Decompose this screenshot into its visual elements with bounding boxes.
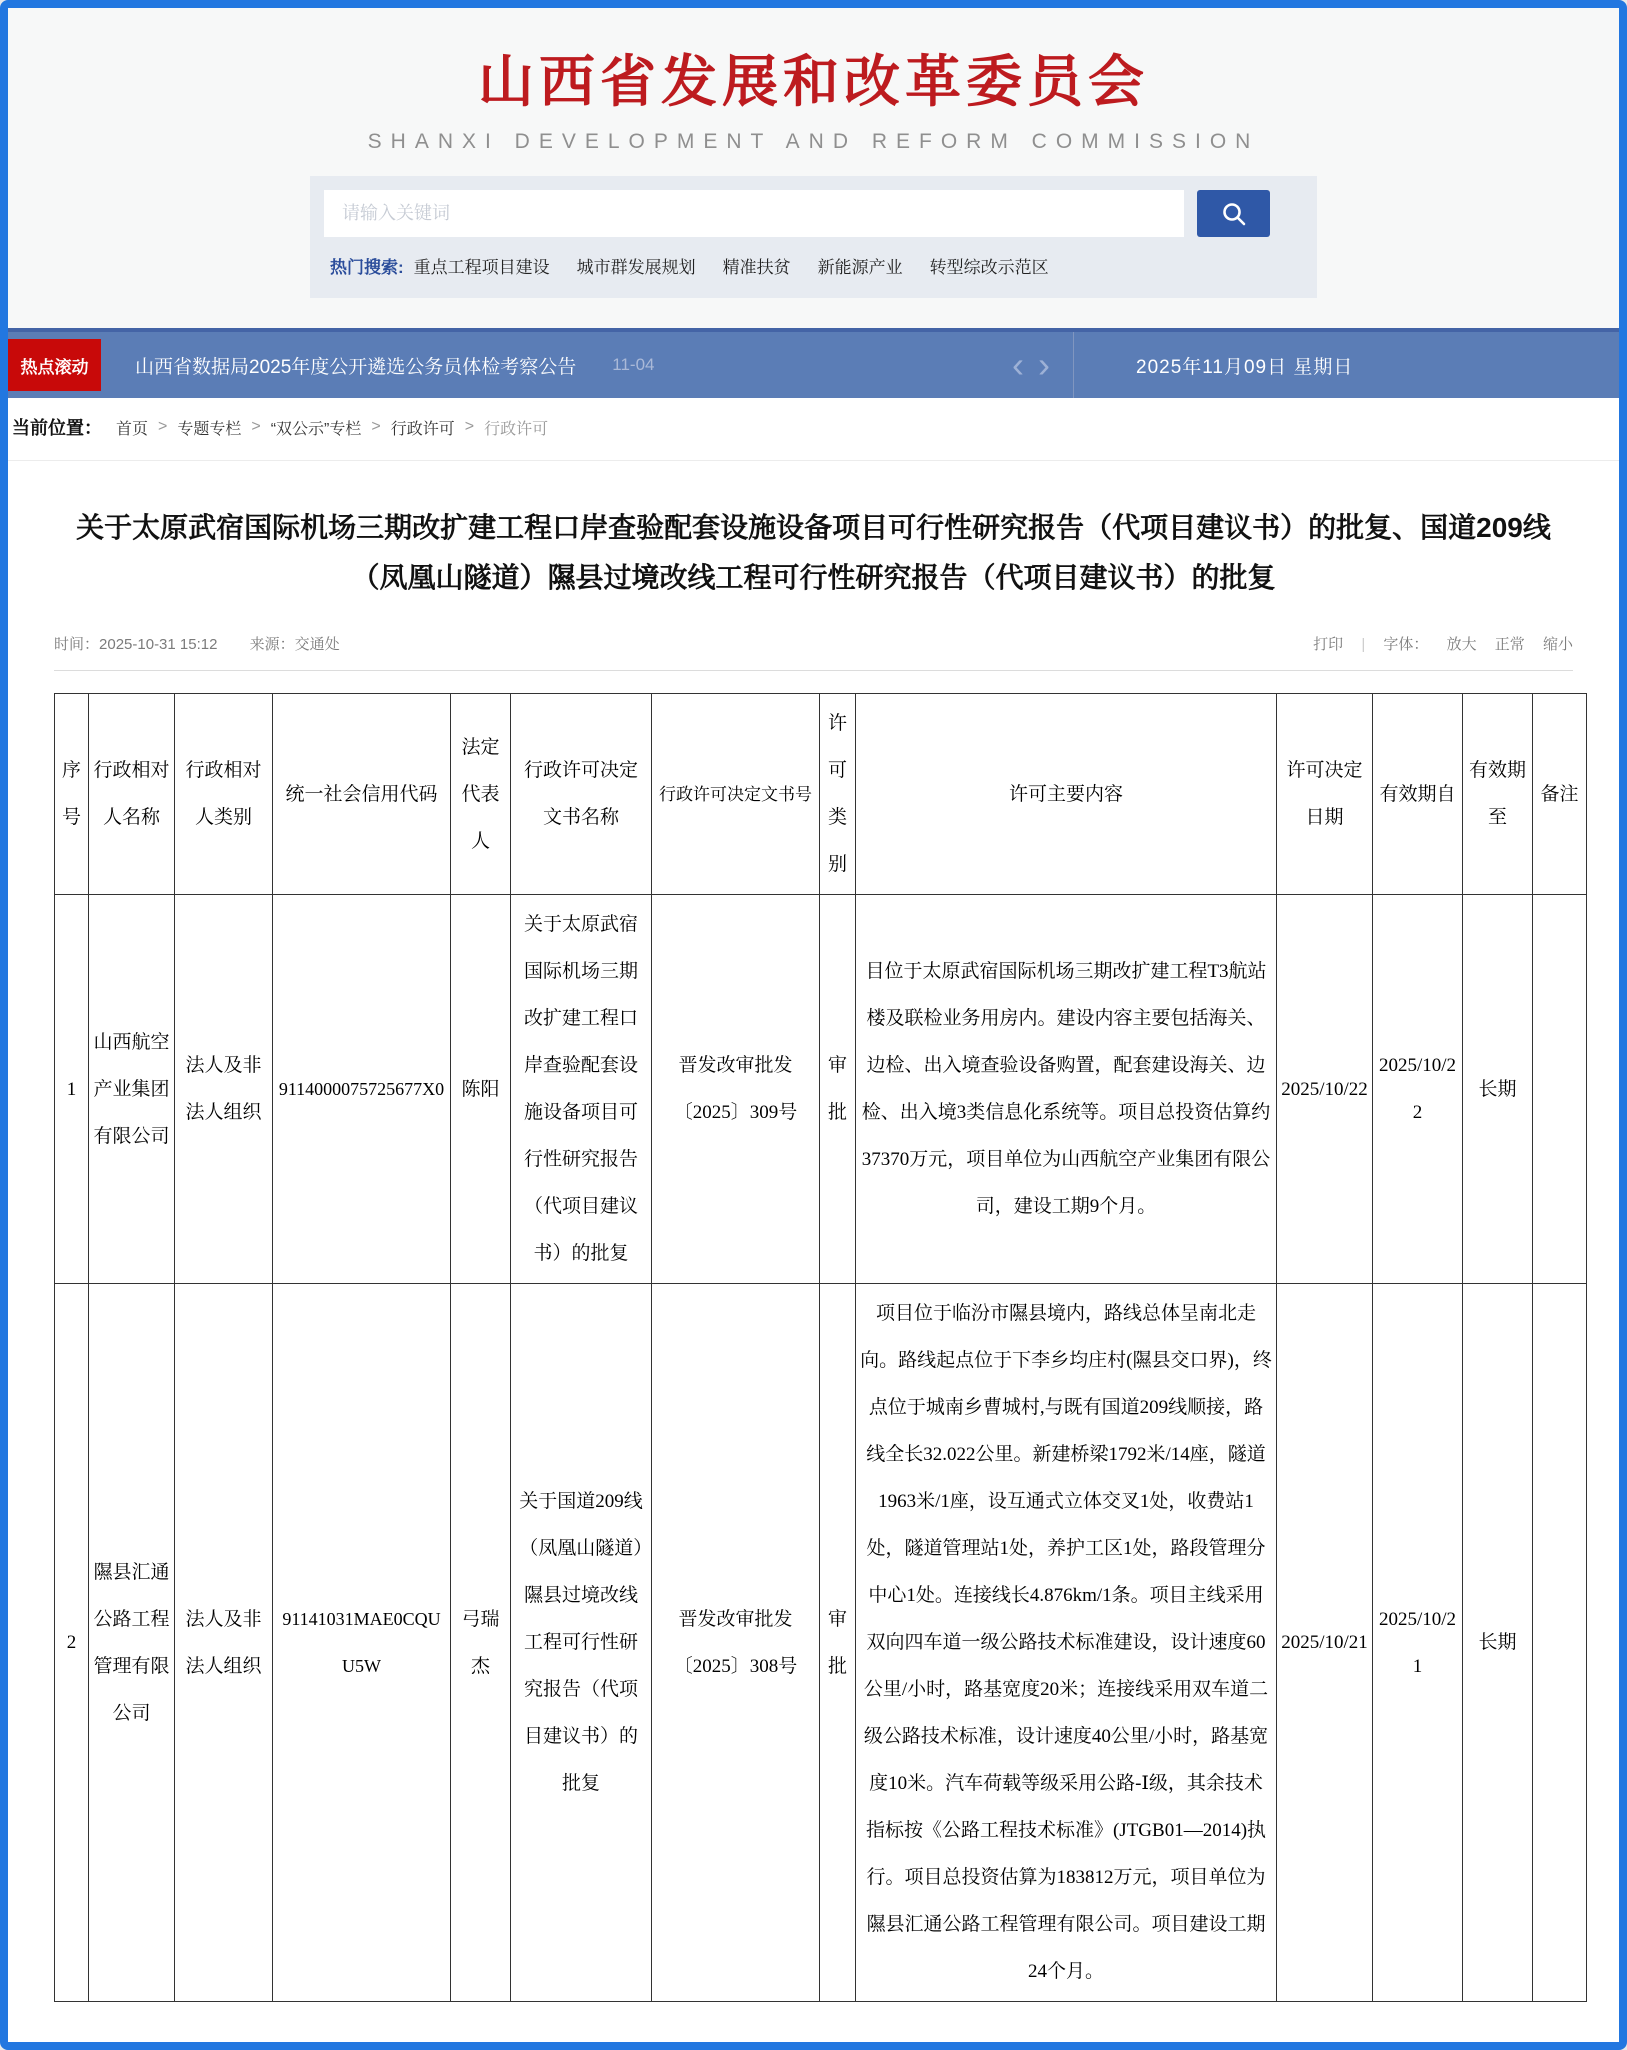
font-larger-button[interactable]: 放大 (1446, 636, 1477, 653)
cell-remark (1533, 1284, 1587, 2002)
ticker-label: 热点滚动 (8, 339, 101, 391)
publish-time: 2025-10-31 15:12 (99, 636, 218, 653)
cell-credit-code: 91141031MAE0CQUU5W (273, 1284, 451, 2002)
table-row (55, 1284, 1587, 2002)
breadcrumb-separator: > (251, 418, 261, 435)
font-size-label: 字体： (1383, 636, 1429, 653)
meta-divider: | (1361, 636, 1366, 653)
cell-doc-number: 晋发改审批发〔2025〕309号 (652, 895, 820, 1284)
current-date: 2025年11月09日 星期日 (1136, 356, 1354, 378)
col-header-license-type: 许可类别 (820, 694, 856, 895)
cell-main-content: 目位于太原武宿国际机场三期改扩建工程T3航站楼及联检业务用房内。建设内容主要包括海关、边检、出入境查验设备购置，配套建设海关、边检、出入境3类信息化系统等。项目总投资估算约37370万元，项目单位为山西航空产业集团有限公司，建设工期9个月。 (856, 895, 1277, 1284)
cell-main-content: 项目位于临汾市隰县境内，路线总体呈南北走向。路线起点位于下李乡均庄村(隰县交口界)，终点位于城南乡曹城村,与既有国道209线顺接，路线全长32.022公里。新建桥梁1792米/14座，隧道1963米/1座，设互通式立体交叉1处，收费站1处，隧道管理站1处，养护工区1处，路段管理分中心1处。连接线长4.876km/1条。项目主线采用双向四车道一级公路技术标准建设，设计速度60公里/小时，路基宽度20米；连接线采用双车道二级公路技术标准，设计速度40公里/小时，路基宽度10米。汽车荷载等级采用公路-Ⅰ级，其余技术指标按《公路工程技术标准》(JTGB01—2014)执行。项目总投资估算为183812万元，项目单位为隰县汇通公路工程管理有限公司。项目建设工期24个月。 (856, 1284, 1277, 2002)
col-header-main-content: 许可主要内容 (856, 694, 1277, 895)
search-input[interactable] (324, 190, 1184, 237)
hot-search-row (324, 253, 1303, 278)
cell-credit-code: 9114000075725677X0 (273, 895, 451, 1284)
source-label: 来源： (249, 636, 295, 653)
hot-keyword-4[interactable]: 新能源产业 (817, 258, 903, 277)
breadcrumb-dual-publicity[interactable]: “双公示”专栏 (270, 420, 362, 438)
article-meta-right (1299, 633, 1573, 654)
site-title: 山西省发展和改革委员会 (478, 52, 1149, 114)
breadcrumb-separator: > (158, 418, 168, 435)
hot-search-label: 热门搜索: (330, 258, 404, 277)
cell-legal-rep: 陈阳 (451, 895, 511, 1284)
font-smaller-button[interactable]: 缩小 (1542, 636, 1573, 653)
breadcrumb-separator: > (371, 418, 381, 435)
col-header-doc-name: 行政许可决定文书名称 (511, 694, 652, 895)
cell-valid-from: 2025/10/22 (1373, 895, 1463, 1284)
breadcrumb-admin-license[interactable]: 行政许可 (390, 420, 455, 438)
time-label: 时间： (54, 636, 100, 653)
cell-license-type: 审批 (820, 1284, 856, 2002)
hot-keyword-5[interactable]: 转型综改示范区 (929, 258, 1049, 277)
cell-valid-to: 长期 (1463, 1284, 1533, 2002)
cell-decision-date: 2025/10/22 (1277, 895, 1373, 1284)
cell-party-type: 法人及非法人组织 (175, 1284, 273, 2002)
site-subtitle: SHANXI DEVELOPMENT AND REFORM COMMISSION (367, 130, 1260, 153)
ticker-date-panel (1073, 332, 1619, 398)
breadcrumb-separator: > (464, 418, 475, 435)
breadcrumb (8, 398, 1619, 461)
search-button[interactable] (1197, 190, 1270, 237)
col-header-party-type: 行政相对人类别 (175, 694, 273, 895)
news-ticker (8, 328, 1619, 398)
cell-doc-name: 关于太原武宿国际机场三期改扩建工程口岸查验配套设施设备项目可行性研究报告（代项目建议书）的批复 (511, 895, 652, 1284)
cell-party-type: 法人及非法人组织 (175, 895, 273, 1284)
page-title: 关于太原武宿国际机场三期改扩建工程口岸查验配套设施设备项目可行性研究报告（代项目建议书）的批复、国道209线（凤凰山隧道）隰县过境改线工程可行性研究报告（代项目建议书）的批复 (76, 512, 1551, 593)
license-table (54, 693, 1587, 2002)
col-header-legal-rep: 法定代表人 (451, 694, 511, 895)
cell-party-name: 山西航空产业集团有限公司 (89, 895, 175, 1284)
source-value: 交通处 (294, 636, 340, 653)
search-band (310, 176, 1317, 298)
cell-seq: 1 (55, 895, 89, 1284)
hot-keyword-2[interactable]: 城市群发展规划 (576, 258, 696, 277)
search-section (8, 160, 1619, 328)
breadcrumb-label: 当前位置： (12, 418, 102, 438)
ticker-headline[interactable] (135, 332, 655, 398)
article-meta-left (54, 633, 340, 654)
article-meta (54, 633, 1573, 654)
cell-decision-date: 2025/10/21 (1277, 1284, 1373, 2002)
ticker-spacer (655, 332, 1006, 398)
font-normal-button[interactable]: 正常 (1494, 636, 1525, 653)
site-header (8, 8, 1619, 160)
ticker-next-icon[interactable]: › (1038, 344, 1050, 385)
cell-party-name: 隰县汇通公路工程管理有限公司 (89, 1284, 175, 2002)
col-header-decision-date: 许可决定日期 (1277, 694, 1373, 895)
ticker-headline-text[interactable]: 山西省数据局2025年度公开遴选公务员体检考察公告 (135, 356, 577, 378)
col-header-credit-code: 统一社会信用代码 (273, 694, 451, 895)
article (8, 503, 1619, 2042)
col-header-seq: 序号 (55, 694, 89, 895)
col-header-valid-from: 有效期自 (1373, 694, 1463, 895)
search-icon (1221, 201, 1247, 227)
cell-license-type: 审批 (820, 895, 856, 1284)
cell-remark (1533, 895, 1587, 1284)
print-button[interactable]: 打印 (1313, 636, 1344, 653)
breadcrumb-home[interactable]: 首页 (116, 420, 149, 438)
cell-valid-to: 长期 (1463, 895, 1533, 1284)
breadcrumb-current: 行政许可 (484, 420, 549, 438)
cell-valid-from: 2025/10/21 (1373, 1284, 1463, 2002)
meta-divider-line (54, 670, 1573, 671)
cell-seq: 2 (55, 1284, 89, 2002)
col-header-party-name: 行政相对人名称 (89, 694, 175, 895)
ticker-headline-date: 11-04 (612, 355, 655, 374)
col-header-valid-to: 有效期至 (1463, 694, 1533, 895)
cell-doc-name: 关于国道209线（凤凰山隧道）隰县过境改线工程可行性研究报告（代项目建议书）的批复 (511, 1284, 652, 2002)
hot-keyword-1[interactable]: 重点工程项目建设 (413, 258, 550, 277)
col-header-remark: 备注 (1533, 694, 1587, 895)
cell-legal-rep: 弓瑞杰 (451, 1284, 511, 2002)
cell-doc-number: 晋发改审批发〔2025〕308号 (652, 1284, 820, 2002)
hot-keyword-3[interactable]: 精准扶贫 (722, 258, 791, 277)
table-header-row (55, 694, 1587, 895)
col-header-doc-number: 行政许可决定文书号 (652, 694, 820, 895)
breadcrumb-special-columns[interactable]: 专题专栏 (177, 420, 242, 438)
table-row (55, 895, 1587, 1284)
ticker-prev-icon[interactable]: ‹ (1012, 344, 1024, 385)
